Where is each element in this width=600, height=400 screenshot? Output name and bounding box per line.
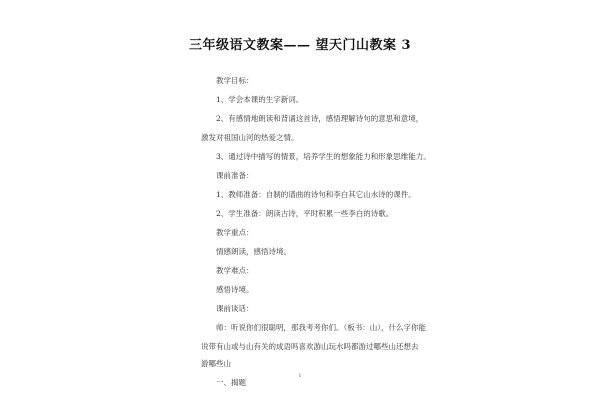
paragraph-line: 游哪些山 (201, 359, 231, 368)
paragraph-line: 1、学会本课的生字新词。 (216, 95, 304, 104)
paragraph-line: 2、学生准备：朗读古诗，平时积累一些李白的诗歌。 (216, 209, 394, 218)
paragraph-line: 说带有山或与山有关的成语吗喜欢游山玩水吗都游过哪些山还想去 (201, 342, 419, 351)
paragraph-line: 激发对祖国山河的热爱之情。 (201, 133, 299, 142)
section-heading-preparation: 课前准备： (216, 171, 254, 180)
paragraph-line: 1、教师准备：自制的谱曲的诗句和李白其它山水诗的课件。 (216, 190, 416, 199)
document-title: 三年级语文教案—— 望天门山教案 3 (188, 38, 412, 53)
section-heading-difficulties: 教学难点： (216, 266, 254, 275)
section-heading-intro: 一、揭题 (216, 378, 246, 387)
section-heading-objectives: 教学目标： (216, 76, 254, 85)
paragraph-line: 3、通过诗中描写的情景，培养学生的想象能力和形象思维能力。 (216, 152, 431, 161)
paragraph-line: 2、有感情地朗读和背诵这首诗，感悟理解诗句的意思和意境， (216, 114, 424, 123)
paragraph-line: 师：听说你们很聪明，那我考考你们。（板书：山），什么字你能 (216, 323, 426, 332)
section-heading-key-points: 教学重点： (216, 228, 254, 237)
paragraph-line: 感悟诗境。 (216, 285, 254, 294)
section-heading-warmup: 课前谈话： (216, 304, 254, 313)
paragraph-line: 情感朗读，感悟诗境。 (216, 247, 291, 256)
page-number: 1 (298, 373, 302, 379)
